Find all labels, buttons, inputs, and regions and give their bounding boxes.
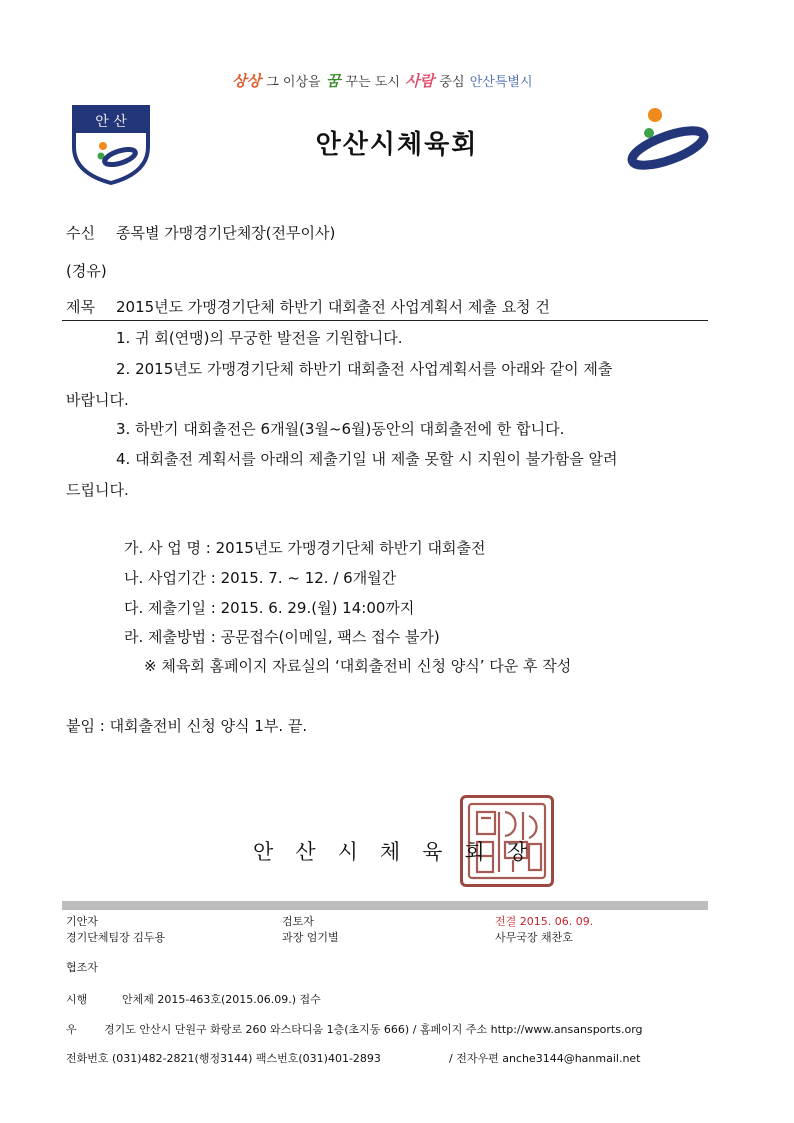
body-paragraph-4b: 드립니다.: [66, 481, 129, 499]
slogan-text-4: 안산특별시: [469, 75, 533, 90]
header-divider: [62, 320, 708, 321]
emblem-text: 안 산: [95, 114, 127, 130]
exec-value: 안체제 2015-463호(2015.06.09.) 접수: [122, 993, 321, 1006]
body-paragraph-1: 1. 귀 회(연맹)의 무궁한 발전을 기원합니다.: [116, 329, 403, 347]
slogan-text-3: 중심: [439, 75, 465, 90]
address-label: 우: [66, 1023, 77, 1036]
email-line: / 전자우편 anche3144@hanmail.net: [449, 1052, 641, 1065]
body-paragraph-3: 3. 하반기 대회출전은 6개월(3월~6월)동안의 대회출전에 한 합니다.: [116, 420, 565, 438]
item-submission-deadline: 다. 제출기일 : 2015. 6. 29.(월) 14:00까지: [124, 599, 415, 617]
address-value: 경기도 안산시 단원구 화랑로 260 와스타디움 1층(초지동 666) / 홈페이지 주소 http://www.ansansports.org: [104, 1023, 643, 1036]
note-line: ※ 체육회 홈페이지 자료실의 ‘대회출전비 신청 양식’ 다운 후 작성: [144, 657, 572, 675]
item-submission-method: 라. 제출방법 : 공문접수(이메일, 팩스 접수 불가): [124, 628, 440, 646]
item-project-period: 나. 사업기간 : 2015. 7. ~ 12. / 6개월간: [124, 569, 397, 587]
recipient-line: [66, 222, 335, 243]
body-paragraph-4a: 4. 대회출전 계획서를 아래의 제출기일 내 제출 못할 시 지원이 불가함을 알려: [116, 450, 618, 468]
approval-band: [62, 901, 708, 910]
slogan-word-1: 상상: [232, 72, 261, 90]
ansan-symbol-logo: [625, 107, 710, 172]
body-paragraph-2b: 바랍니다.: [66, 391, 129, 409]
recipient-value: 종목별 가맹경기단체장(전무이사): [116, 224, 336, 242]
via-line: (경유): [66, 262, 107, 280]
drafter-value: 경기단체팀장 김두용: [66, 931, 166, 944]
slogan-text-2: 꾸는 도시: [345, 75, 400, 90]
attachment-line: 붙임 : 대회출전비 신청 양식 1부. 끝.: [66, 717, 308, 735]
phone-fax-line: 전화번호 (031)482-2821(행정3144) 팩스번호(031)401-2893: [66, 1052, 381, 1065]
reviewer-value: 과장 엄기별: [282, 931, 339, 944]
final-approval-value: 사무국장 채찬호: [495, 931, 573, 944]
subject-value: 2015년도 가맹경기단체 하반기 대회출전 사업계획서 제출 요청 건: [116, 298, 550, 316]
recipient-label: 수신: [66, 224, 95, 242]
slogan-text-1: 그 이상을: [266, 75, 321, 90]
final-approval-label: 전결 2015. 06. 09.: [495, 915, 594, 928]
org-title: 안산시체육회: [315, 130, 479, 160]
subject-label: 제목: [66, 298, 95, 316]
sender-signature: 안산시체육회장: [253, 840, 550, 864]
item-project-name: 가. 사 업 명 : 2015년도 가맹경기단체 하반기 대회출전: [124, 539, 486, 557]
slogan-word-3: 사람: [405, 72, 435, 90]
cooperator-label: 협조자: [66, 961, 98, 974]
slogan-word-2: 꿈: [325, 72, 341, 90]
city-slogan: [232, 70, 533, 91]
body-paragraph-2a: 2. 2015년도 가맹경기단체 하반기 대회출전 사업계획서를 아래와 같이 제출: [116, 360, 613, 378]
subject-line: [66, 296, 550, 317]
exec-label: 시행: [66, 993, 88, 1006]
reviewer-label: 검토자: [282, 915, 314, 928]
drafter-label: 기안자: [66, 915, 98, 928]
